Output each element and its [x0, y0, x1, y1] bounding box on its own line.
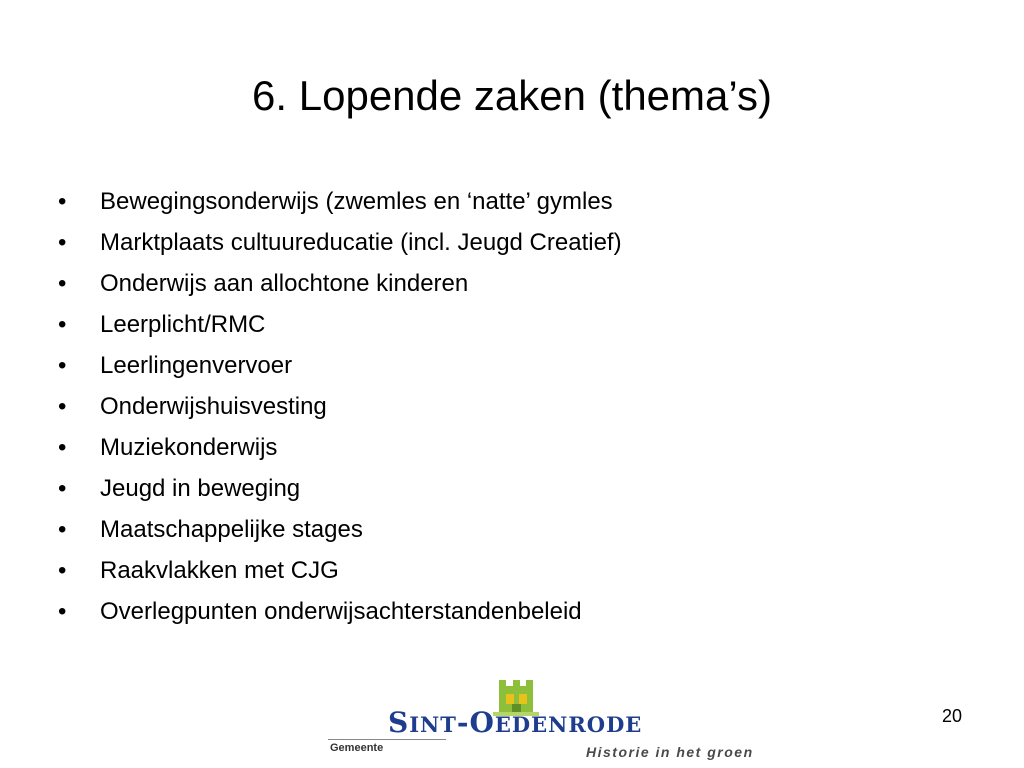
list-item: [58, 263, 622, 304]
wordmark-initial: S: [388, 706, 410, 739]
bullet-list: [58, 181, 622, 632]
list-item-text: Onderwijshuisvesting: [100, 393, 327, 420]
list-item-text: Onderwijs aan allochtone kinderen: [100, 270, 469, 297]
wordmark-initial: O: [469, 706, 495, 739]
list-item-text: Marktplaats cultuureducatie (incl. Jeugd Creatief): [100, 229, 622, 256]
bullet-glyph: •: [58, 598, 67, 625]
municipality-logo: [328, 676, 768, 766]
wordmark-part: INT: [409, 712, 457, 737]
bullet-glyph: •: [58, 229, 67, 256]
bullet-glyph: •: [58, 557, 67, 584]
list-item-text: Bewegingsonderwijs (zwemles en ‘natte’ gymles: [100, 188, 613, 215]
logo-wordmark: [388, 706, 642, 739]
list-item: [58, 427, 622, 468]
list-item: [58, 509, 622, 550]
list-item: [58, 468, 622, 509]
list-item-text: Leerplicht/RMC: [100, 311, 266, 338]
bullet-glyph: •: [58, 516, 67, 543]
list-item-text: Leerlingenvervoer: [100, 352, 293, 379]
bullet-glyph: •: [58, 188, 67, 215]
bullet-glyph: •: [58, 393, 67, 420]
bullet-glyph: •: [58, 311, 67, 338]
logo-gemeente-label: Gemeente: [330, 742, 384, 754]
list-item-text: Maatschappelijke stages: [100, 516, 363, 543]
wordmark-part: EDENRODE: [494, 712, 643, 737]
list-item-text: Jeugd in beweging: [100, 475, 301, 502]
wordmark-dash: -: [456, 706, 470, 739]
page-number: 20: [941, 706, 962, 726]
list-item: [58, 386, 622, 427]
list-item: [58, 591, 622, 632]
bullet-glyph: •: [58, 270, 67, 297]
list-item: [58, 304, 622, 345]
list-item: [58, 181, 622, 222]
bullet-glyph: •: [58, 475, 67, 502]
list-item-text: Muziekonderwijs: [100, 434, 278, 461]
bullet-glyph: •: [58, 352, 67, 379]
slide-title: 6. Lopende zaken (thema’s): [252, 72, 772, 119]
list-item-text: Raakvlakken met CJG: [100, 557, 339, 584]
logo-divider: [328, 739, 446, 740]
list-item: [58, 345, 622, 386]
logo-tagline: Historie in het groen: [586, 744, 754, 760]
bullet-glyph: •: [58, 434, 67, 461]
list-item: [58, 550, 622, 591]
list-item: [58, 222, 622, 263]
list-item-text: Overlegpunten onderwijsachterstandenbeleid: [100, 598, 582, 625]
